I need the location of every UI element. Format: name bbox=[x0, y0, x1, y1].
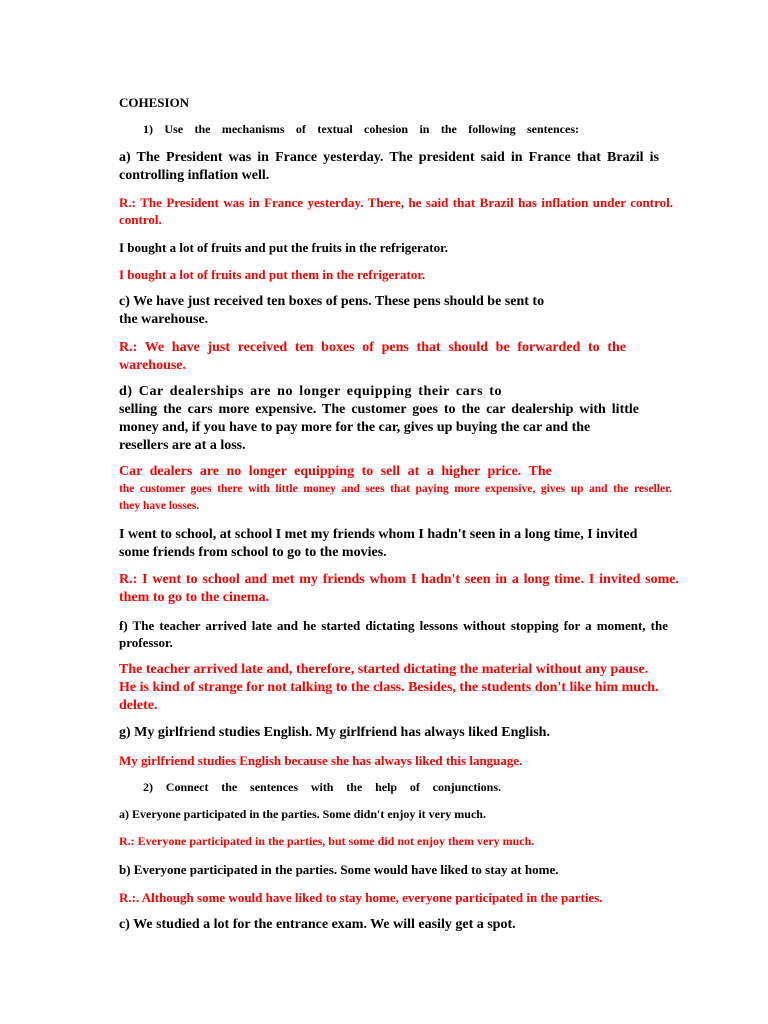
answer-line: control. bbox=[119, 212, 162, 227]
conj-item-b-question: b) Everyone participated in the parties. Some would have liked to stay at home. bbox=[119, 862, 559, 877]
page-title: COHESION bbox=[119, 95, 190, 110]
conj-item-a-question: a) Everyone participated in the parties. Some didn't enjoy it very much. bbox=[119, 807, 486, 821]
answer-line: He is kind of strange for not talking to the class. Besides, the students don't like him much. bbox=[119, 680, 659, 695]
conj-item-b-answer: R.:. Although some would have liked to stay home, everyone participated in the parties. bbox=[119, 890, 603, 905]
answer-line: delete. bbox=[119, 698, 158, 713]
item-b-question: I bought a lot of fruits and put the fruits in the refrigerator. bbox=[119, 240, 448, 255]
item-f-question bbox=[119, 617, 668, 651]
answer-line: R.: I went to school and met my friends whom I hadn't seen in a long time. I invited some. bbox=[119, 572, 679, 587]
item-b-answer: I bought a lot of fruits and put them in the refrigerator. bbox=[119, 267, 426, 282]
conj-item-a-answer: R.: Everyone participated in the parties, but some did not enjoy them very much. bbox=[119, 834, 535, 848]
item-g-answer: My girlfriend studies English because she has always liked this language. bbox=[119, 753, 523, 768]
question-2-heading: 2) Connect the sentences with the help of conjunctions. bbox=[143, 780, 501, 794]
question-line: some friends from school to go to the movies. bbox=[119, 545, 387, 560]
item-a-answer bbox=[119, 194, 673, 228]
item-f-answer bbox=[119, 661, 659, 715]
answer-line: them to go to the cinema. bbox=[119, 590, 270, 605]
question-1-heading: 1) Use the mechanisms of textual cohesion in the following sentences: bbox=[143, 122, 579, 136]
item-d-answer bbox=[119, 463, 672, 515]
question-line: resellers are at a loss. bbox=[119, 438, 246, 453]
question-line: c) We have just received ten boxes of pens. These pens should be sent to bbox=[119, 294, 545, 309]
question-line: I went to school, at school I met my friends whom I hadn't seen in a long time, I invited bbox=[119, 527, 638, 542]
question-line: money and, if you have to pay more for the car, gives up buying the car and the bbox=[119, 420, 591, 435]
answer-line: they have losses. bbox=[119, 500, 200, 512]
item-d-question bbox=[119, 383, 639, 455]
item-e-question bbox=[119, 526, 644, 562]
answer-line: Car dealers are no longer equipping to sell at a higher price. The bbox=[119, 464, 552, 479]
question-line: f) The teacher arrived late and he started dictating lessons without stopping for a moment, the bbox=[119, 618, 668, 633]
item-a-question: a) The President was in France yesterday. The president said in France that Brazil is controlling inflation well. bbox=[119, 150, 659, 183]
item-c-question bbox=[119, 293, 679, 329]
answer-line: R.: The President was in France yesterday. There, he said that Brazil has inflation under control. bbox=[119, 195, 673, 210]
answer-line: warehouse. bbox=[119, 358, 187, 373]
answer-line: The teacher arrived late and, therefore, started dictating the material without any pause. bbox=[119, 662, 649, 677]
question-line: professor. bbox=[119, 635, 173, 650]
answer-line: R.: We have just received ten boxes of pens that should be forwarded to the bbox=[119, 340, 626, 355]
question-line: the warehouse. bbox=[119, 312, 209, 327]
question-line: selling the cars more expensive. The customer goes to the car dealership with little bbox=[119, 402, 639, 417]
item-e-answer bbox=[119, 571, 679, 607]
question-line: d) Car dealerships are no longer equipping their cars to bbox=[119, 384, 503, 399]
answer-line: the customer goes there with little money and sees that paying more expensive, gives up and the reseller. bbox=[119, 483, 672, 495]
item-c-answer bbox=[119, 339, 626, 375]
conj-item-c-question: c) We studied a lot for the entrance exam. We will easily get a spot. bbox=[119, 917, 516, 932]
item-g-question: g) My girlfriend studies English. My girlfriend has always liked English. bbox=[119, 725, 550, 740]
